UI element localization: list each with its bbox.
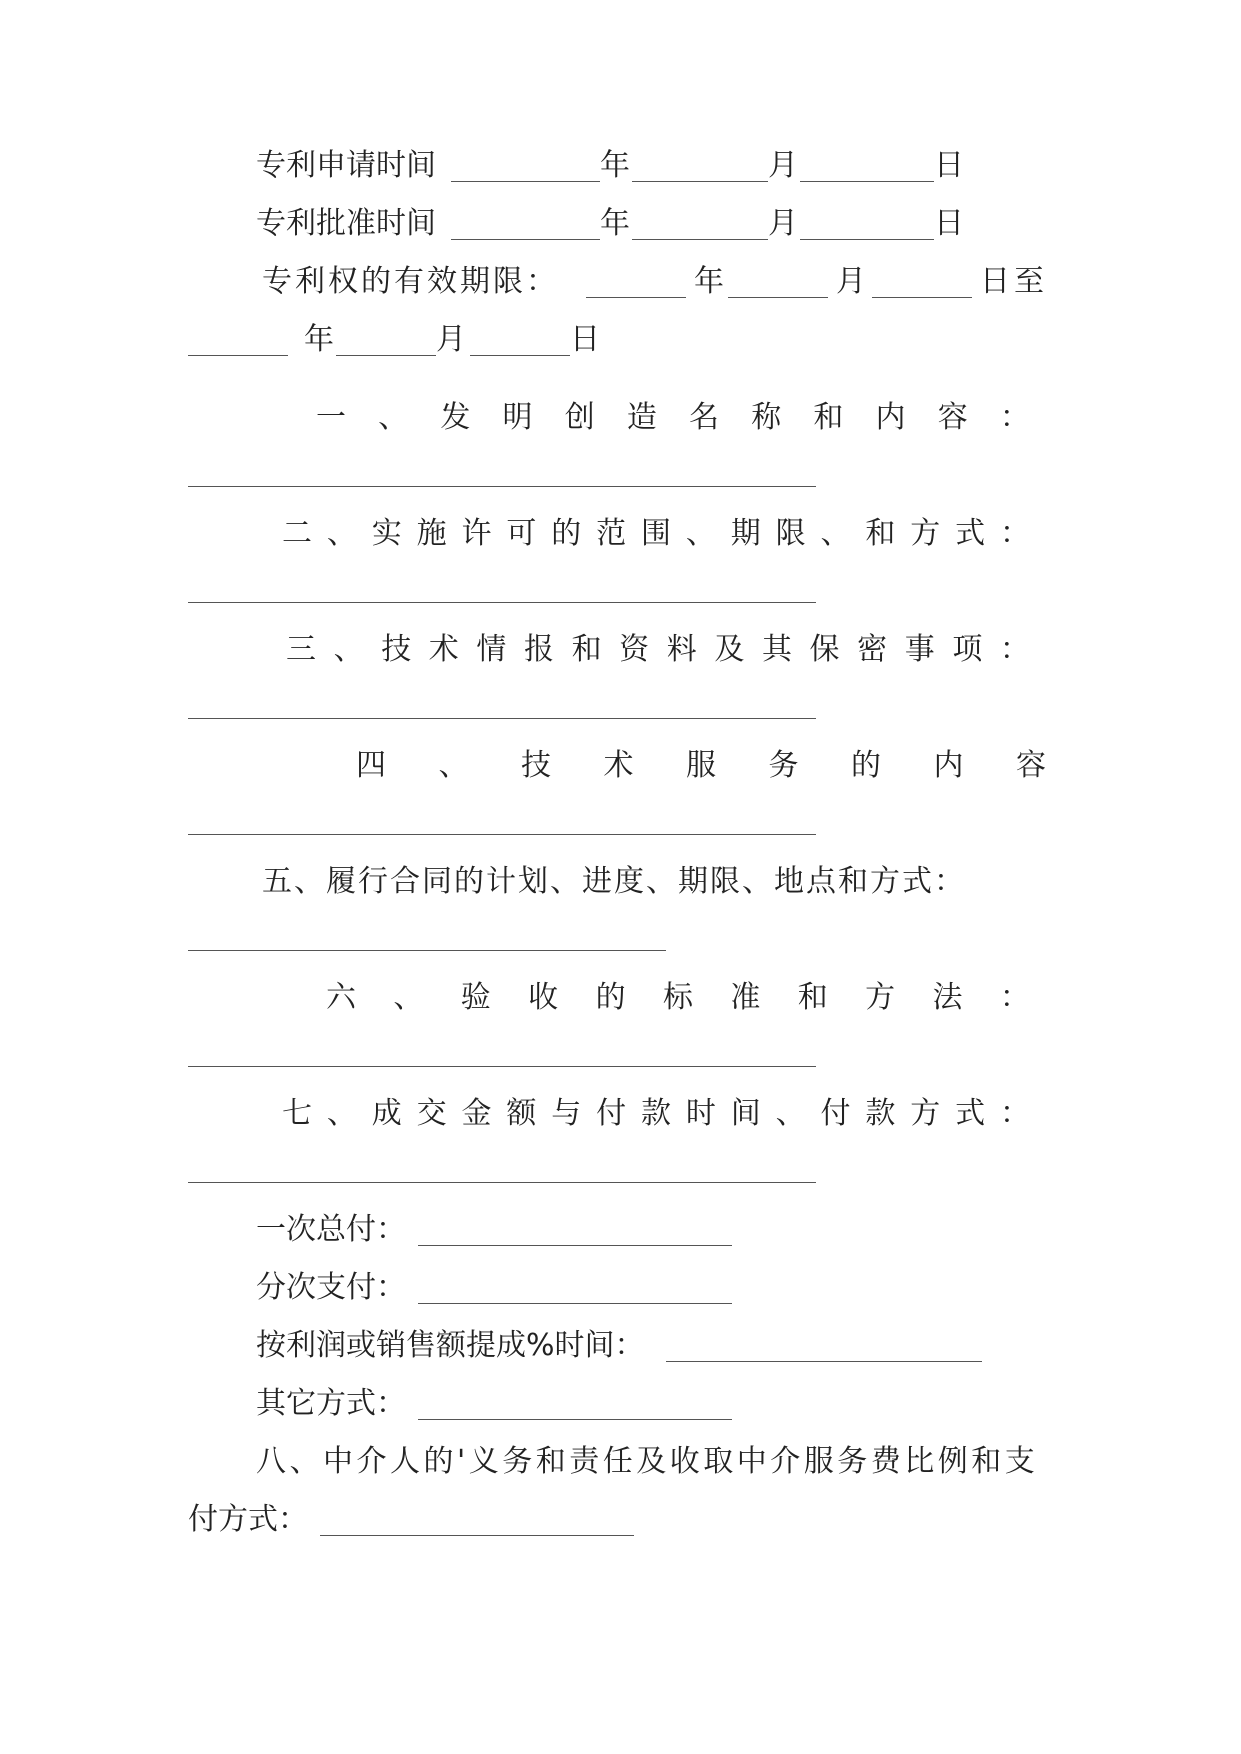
validity-end-day-blank[interactable] <box>470 355 570 356</box>
section-1-heading <box>0 396 1241 440</box>
section-5-blank[interactable] <box>188 950 666 951</box>
installments-line <box>0 1266 1241 1310</box>
section-4-title: 四 、 技 术 服 务 的 内 容 <box>356 748 1046 783</box>
section-7-title: 七 、 成 交 金 额 与 付 款 时 间 、 付 款 方 式 ： <box>282 1096 1030 1131</box>
section-2-blank[interactable] <box>188 602 816 603</box>
royalty-blank[interactable] <box>666 1361 982 1362</box>
approval-date-line <box>0 202 1241 246</box>
validity-end-year-blank[interactable] <box>188 355 288 356</box>
year-label: 年 <box>600 206 630 241</box>
other-method-label: 其它方式： <box>256 1386 406 1421</box>
validity-line-2 <box>0 318 1241 362</box>
section-7-blank[interactable] <box>188 1182 816 1183</box>
section-6-heading <box>0 976 1241 1020</box>
validity-end-month-blank[interactable] <box>336 355 436 356</box>
royalty-line <box>0 1324 1241 1368</box>
application-date-label: 专利申请时间 <box>256 148 436 183</box>
validity-start-day-blank[interactable] <box>872 297 972 298</box>
validity-start-year-blank[interactable] <box>586 297 686 298</box>
validity-start-month-blank[interactable] <box>728 297 828 298</box>
section-2-heading <box>0 512 1241 556</box>
lump-sum-line <box>0 1208 1241 1252</box>
day-label: 日 <box>934 206 964 241</box>
section-8-line-2 <box>0 1498 1241 1542</box>
year-label: 年 <box>304 322 334 357</box>
approval-date-label: 专利批准时间 <box>256 206 436 241</box>
section-4-heading <box>0 744 1241 788</box>
month-label: 月 <box>836 264 866 299</box>
other-method-blank[interactable] <box>418 1419 732 1420</box>
application-year-blank[interactable] <box>451 181 600 182</box>
approval-month-blank[interactable] <box>632 239 768 240</box>
application-day-blank[interactable] <box>800 181 934 182</box>
validity-label: 专利权的有效期限： <box>262 264 559 299</box>
day-to-label: 日至 <box>980 264 1048 299</box>
month-label: 月 <box>436 322 466 357</box>
section-7-heading <box>0 1092 1241 1136</box>
section-8-line-1 <box>0 1440 1241 1484</box>
installments-label: 分次支付： <box>256 1270 406 1305</box>
month-label: 月 <box>768 206 798 241</box>
installments-blank[interactable] <box>418 1303 732 1304</box>
other-method-line <box>0 1382 1241 1426</box>
section-8-blank[interactable] <box>320 1535 634 1536</box>
year-label: 年 <box>694 264 724 299</box>
section-3-heading <box>0 628 1241 672</box>
approval-year-blank[interactable] <box>451 239 600 240</box>
section-1-title: 一 、 发 明 创 造 名 称 和 内 容 ： <box>316 400 1030 435</box>
section-4-blank[interactable] <box>188 834 816 835</box>
lump-sum-label: 一次总付： <box>256 1212 406 1247</box>
section-6-blank[interactable] <box>188 1066 816 1067</box>
section-2-title: 二 、 实 施 许 可 的 范 围 、 期 限 、 和 方 式 ： <box>282 516 1030 551</box>
approval-day-blank[interactable] <box>800 239 934 240</box>
section-8-payment-label: 付方式： <box>188 1502 308 1537</box>
application-month-blank[interactable] <box>632 181 768 182</box>
section-1-blank[interactable] <box>188 486 816 487</box>
section-3-blank[interactable] <box>188 718 816 719</box>
section-8-title: 八、中介人的'义务和责任及收取中介服务费比例和支 <box>256 1444 1039 1479</box>
month-label: 月 <box>768 148 798 183</box>
section-5-title: 五、履行合同的计划、进度、期限、地点和方式： <box>262 864 966 899</box>
section-3-title: 三 、 技 术 情 报 和 资 料 及 其 保 密 事 项 ： <box>286 632 1030 667</box>
day-label: 日 <box>570 322 600 357</box>
section-6-title: 六 、 验 收 的 标 准 和 方 法 ： <box>326 980 1030 1015</box>
day-label: 日 <box>934 148 964 183</box>
royalty-label: 按利润或销售额提成%时间： <box>256 1328 645 1363</box>
validity-line-1 <box>0 260 1241 304</box>
year-label: 年 <box>600 148 630 183</box>
lump-sum-blank[interactable] <box>418 1245 732 1246</box>
application-date-line <box>0 144 1241 188</box>
section-5-heading <box>0 860 1241 904</box>
